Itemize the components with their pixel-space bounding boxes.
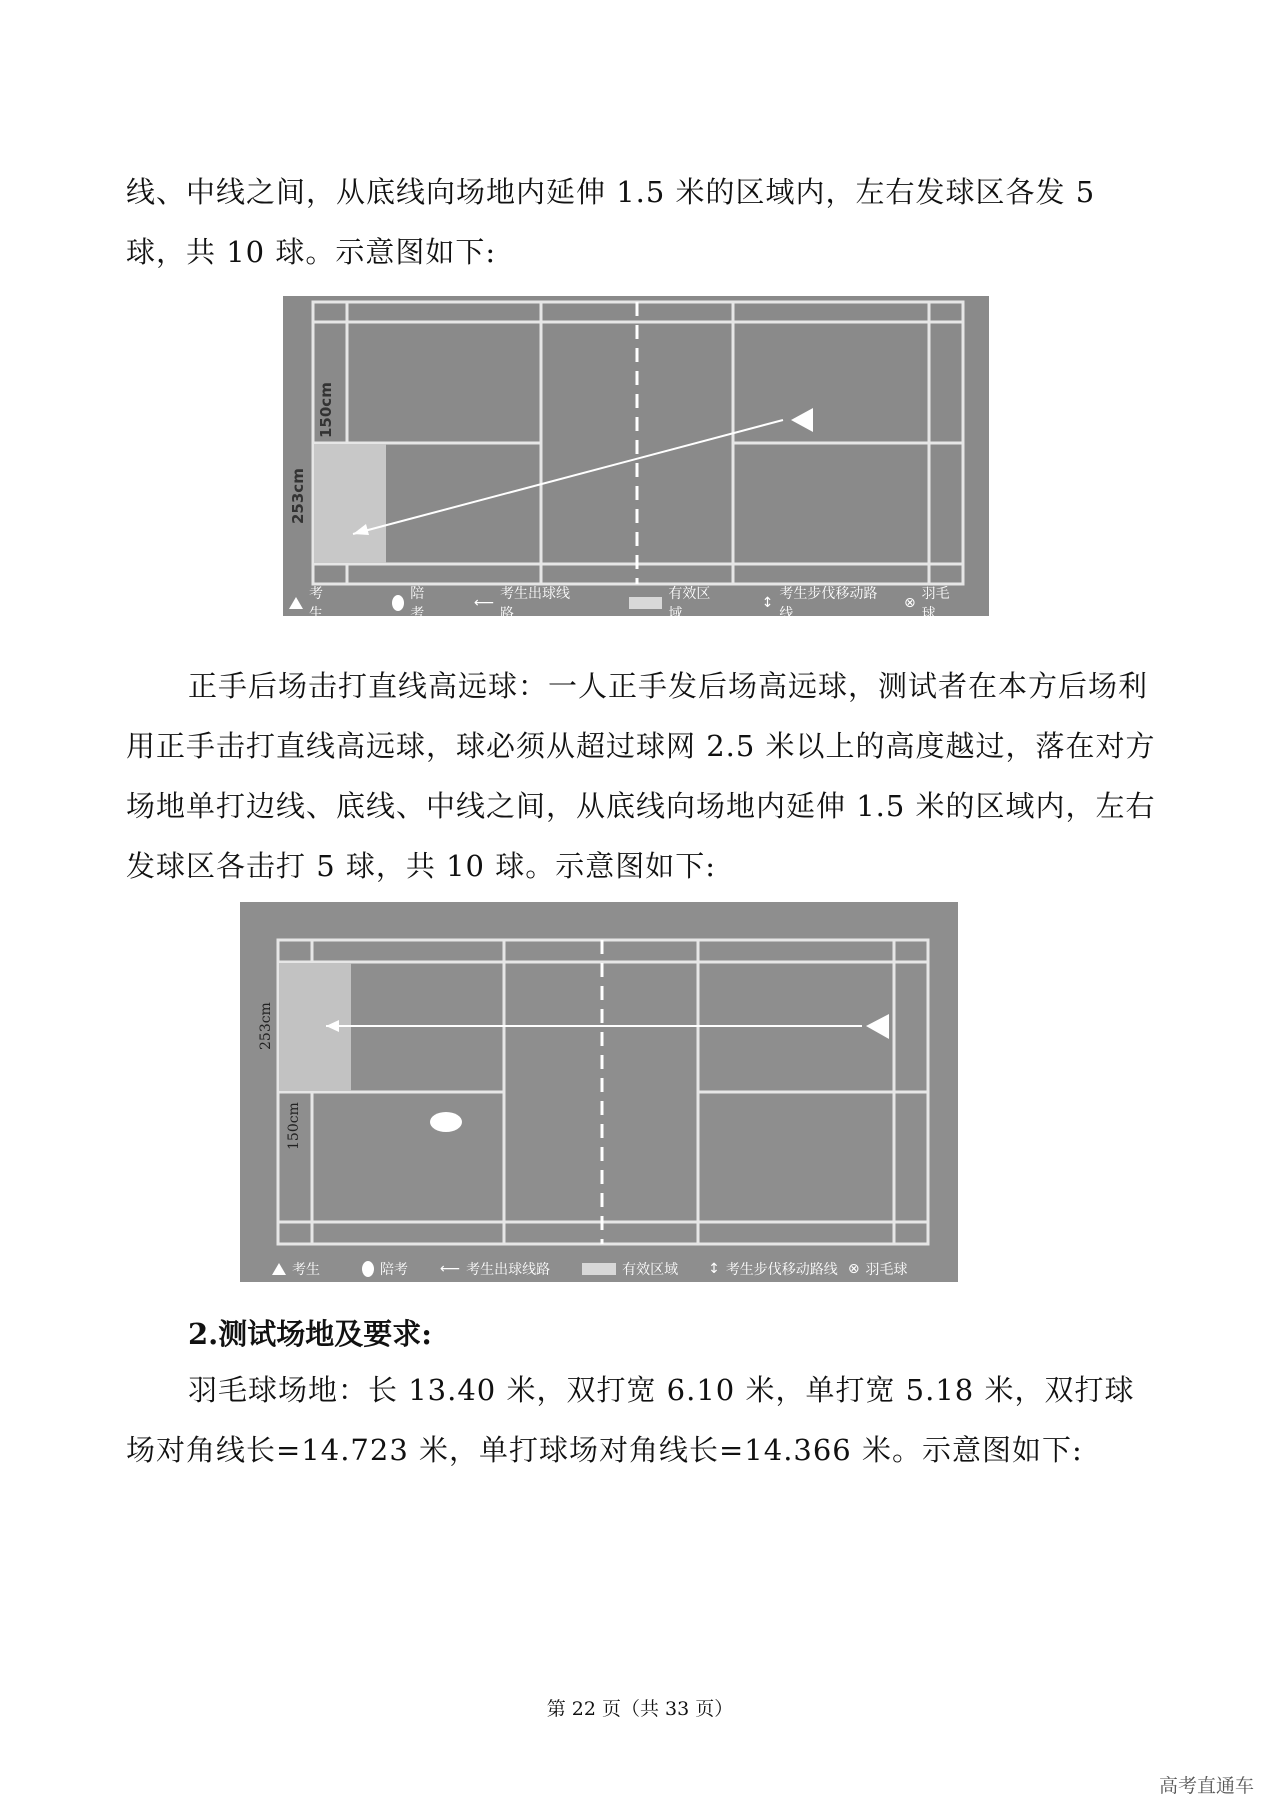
paragraph-forehand-clear: 正手后场击打直线高远球：一人正手发后场高远球，测试者在本方后场利用正手击打直线高远球，球必须从超过球网 2.5 米以上的高度越过，落在对方场地单打边线、底线、中线之间，从底线向场地内延伸 1.5 米的区域内，左右发球区各击打 5 球，共 10 球。示意图如下:	[126, 669, 1156, 883]
legend-item-partner	[362, 1259, 408, 1279]
court-diagram-2	[240, 902, 958, 1282]
shuttlecock-icon: ⊗	[847, 1261, 860, 1277]
legend-item-movement	[762, 583, 890, 623]
ellipse-icon	[362, 1261, 374, 1277]
legend-item-shuttle	[848, 1259, 908, 1279]
page-number: 第 22 页（共 33 页）	[546, 1698, 734, 1720]
section-heading: 2.测试场地及要求:	[188, 1317, 432, 1351]
legend-label: 考生出球线路	[500, 586, 571, 622]
court-diagram-1	[283, 296, 989, 622]
legend-item-shuttle	[904, 583, 963, 623]
legend-item-student	[289, 583, 336, 623]
legend-label: 考生步伐移动路线	[779, 586, 878, 622]
partner-marker-icon	[430, 1112, 462, 1132]
zone-swatch-icon	[629, 597, 663, 609]
legend-label: 陪考	[410, 586, 425, 622]
legend-item-partner	[392, 583, 437, 623]
legend-label: 考生	[292, 1262, 320, 1278]
triangle-icon	[272, 1263, 286, 1275]
dimension-label: 150cm	[286, 1102, 302, 1150]
vertical-arrows-icon: ↕	[761, 595, 774, 611]
ellipse-icon	[392, 595, 404, 611]
triangle-icon	[289, 597, 303, 609]
legend-item-student	[272, 1259, 320, 1279]
zone-swatch-icon	[582, 1263, 616, 1275]
shuttlecock-icon: ⊗	[903, 595, 916, 611]
legend-label: 有效区域	[668, 586, 711, 622]
arrow-left-icon: ⟵	[473, 595, 495, 611]
legend-label: 考生	[309, 586, 323, 622]
valid-zone	[314, 444, 386, 563]
watermark: 高考直通车	[1158, 1775, 1254, 1797]
arrow-left-icon: ⟵	[440, 1261, 461, 1277]
paragraph-line: 球，共 10 球。示意图如下:	[126, 235, 497, 269]
legend-item-route	[440, 1259, 550, 1279]
legend-item-movement	[708, 1259, 838, 1279]
dimension-label: 253cm	[258, 1002, 274, 1050]
legend-item-zone	[629, 583, 724, 623]
legend-label: 有效区域	[622, 1262, 679, 1278]
dimension-label: 253cm	[289, 468, 307, 524]
legend-item-route	[474, 583, 583, 623]
legend-label: 考生步伐移动路线	[725, 1262, 838, 1278]
legend	[240, 1256, 958, 1282]
legend-label: 羽毛球	[865, 1262, 908, 1278]
paragraph-court-specs: 羽毛球场地：长 13.40 米，双打宽 6.10 米，单打宽 5.18 米，双打球场对角线长=14.723 米，单打球场对角线长=14.366 米。示意图如下:	[126, 1373, 1135, 1467]
vertical-arrows-icon: ↕	[708, 1261, 720, 1277]
dimension-label: 150cm	[317, 382, 335, 438]
legend	[283, 586, 989, 622]
court-svg-2	[240, 902, 958, 1254]
legend-item-zone	[582, 1259, 678, 1279]
court-svg-1	[283, 296, 989, 590]
legend-label: 陪考	[380, 1262, 408, 1278]
legend-label: 羽毛球	[921, 586, 950, 622]
legend-label: 考生出球线路	[466, 1262, 551, 1278]
paragraph-line: 线、中线之间，从底线向场地内延伸 1.5 米的区域内，左右发球区各发 5	[126, 175, 1096, 209]
